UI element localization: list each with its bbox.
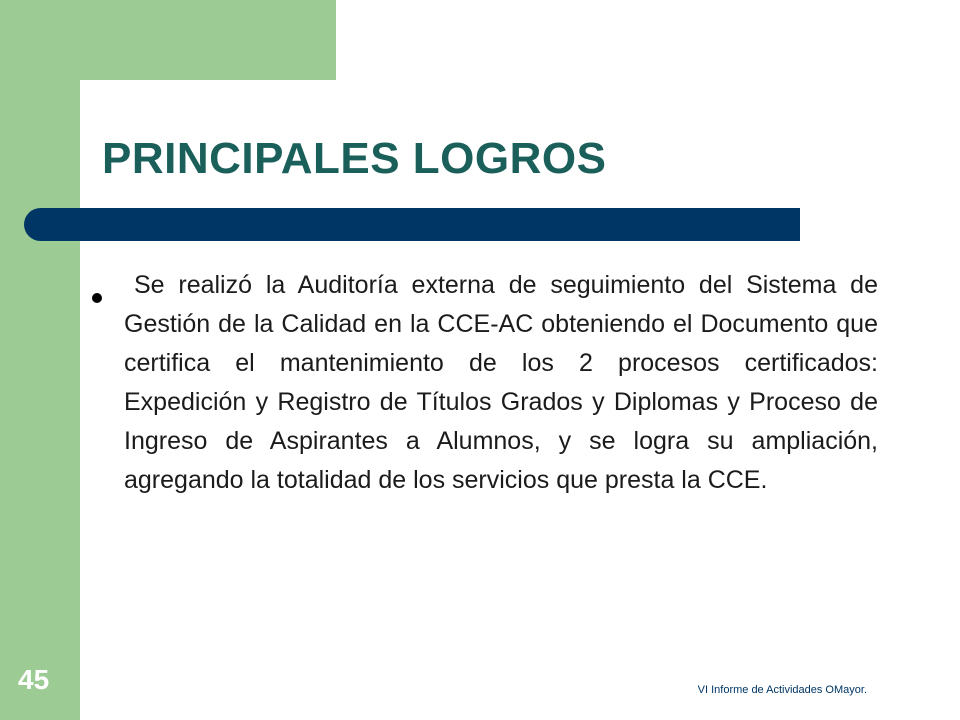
bullet-dot-icon: [92, 293, 102, 303]
title-underline-bar: [24, 208, 800, 241]
bullet-text: Se realizó la Auditoría externa de seguimiento del Sistema de Gestión de la Calidad en la CCE-AC obteniendo el Documento que certifica el mantenimiento de los 2 procesos certificados: Expedición y Registro de Títulos Grados y Diplomas y Proceso de Ingreso de Aspirantes a Alumnos, y se logra su ampliación, agregando la totalidad de los servicios que presta la CCE.: [124, 271, 878, 494]
slide-number: 45: [18, 664, 50, 695]
slide-title: PRINCIPALES LOGROS: [102, 134, 607, 183]
top-green-block: [0, 0, 336, 80]
footer-text: VI Informe de Actividades OMayor.: [697, 684, 867, 696]
content-rounded-corner: [80, 80, 140, 140]
left-green-band: [0, 0, 80, 720]
